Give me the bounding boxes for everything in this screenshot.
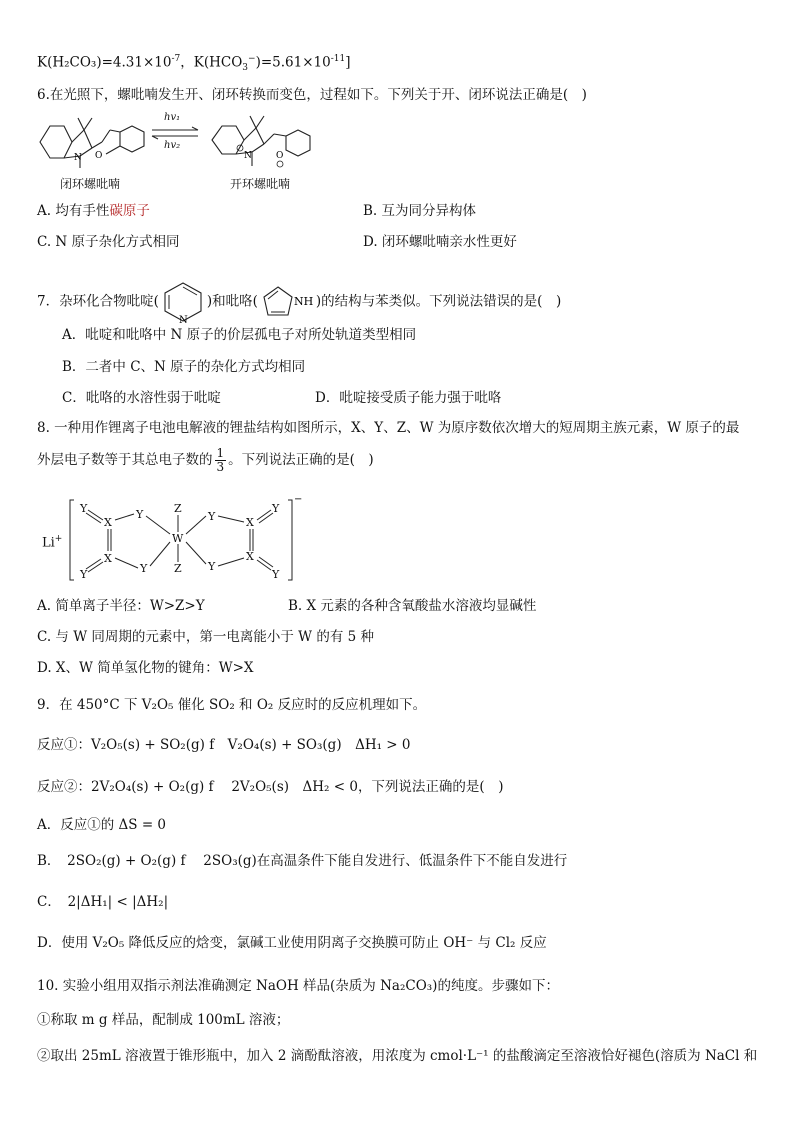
closed-spiropyran-structure: [36, 112, 151, 172]
svg-text:Y: Y: [136, 508, 144, 521]
svg-text:Z: Z: [174, 562, 182, 575]
pyrrole-ring: [258, 283, 316, 321]
anion-charge: −: [294, 494, 303, 505]
top-constants-line: $K(H_2CO_3)=4.31\times 10^{-7}$，$K(HCO_3^-)=5.61\times 10^{-11}$]: [37, 54, 351, 74]
q9-option-a[interactable]: A．反应①的 ΔS = 0: [37, 817, 167, 833]
q9-option-d[interactable]: D．使用 V₂O₅ 降低反应的焓变，氯碱工业使用阴离子交换膜可防止 OH⁻ 与 Cl₂ 反应: [37, 935, 547, 951]
q6-stem: 6.在光照下，螺吡喃发生开、闭环转换而变色，过程如下。下列关于开、闭环说法正确是( ): [37, 87, 587, 103]
svg-text:X: X: [104, 552, 112, 565]
svg-text:Z: Z: [174, 502, 182, 515]
q8-option-d[interactable]: D. X、W 简单氢化物的键角：W>X: [37, 660, 254, 676]
pyridine-ring: [159, 279, 207, 325]
svg-text:Y: Y: [272, 502, 280, 515]
q9-reaction-1: 反应①：V₂O₅(s) + SO₂(g) f V₂O₄(s) + SO₃(g) ΔH₁ > 0: [37, 737, 411, 753]
q10-step-1: ①称取 m g 样品，配制成 100mL 溶液；: [37, 1012, 290, 1028]
q9-stem: 9．在 450°C 下 V₂O₅ 催化 SO₂ 和 O₂ 反应时的反应机理如下。: [37, 697, 427, 713]
q7-option-d[interactable]: D．吡啶接受质子能力强于吡咯: [315, 390, 502, 406]
svg-text:O: O: [276, 151, 284, 161]
hv1-label: hv₁: [164, 112, 181, 123]
svg-text:X: X: [246, 516, 254, 529]
pyridine-n-label: N: [178, 315, 188, 326]
svg-text:Y: Y: [208, 510, 216, 523]
svg-text:Y: Y: [140, 562, 148, 575]
open-spiropyran-structure: [208, 112, 333, 172]
one-third-fraction: $\frac{1}{3}$: [216, 446, 225, 474]
q7-stem: 7．杂环化合物吡啶( N )和吡咯( NH )的结构与苯类似。下列说法错误的是( ): [37, 279, 561, 325]
pyrrole-nh-label: NH: [293, 295, 314, 308]
q10-stem: 10. 实验小组用双指示剂法准确测定 NaOH 样品(杂质为 Na₂CO₃)的纯度。步骤如下：: [37, 978, 559, 994]
svg-text:N: N: [244, 151, 252, 161]
q6-option-d[interactable]: D. 闭环螺吡喃亲水性更好: [363, 234, 517, 250]
open-spiropyran-label: 开环螺吡喃: [230, 177, 291, 191]
q8-option-a[interactable]: A. 简单离子半径：W>Z>Y: [37, 598, 205, 614]
svg-text:Y: Y: [80, 502, 88, 515]
svg-text:X: X: [104, 516, 112, 529]
q7-option-a[interactable]: A．吡啶和吡咯中 N 原子的价层孤电子对所处轨道类型相同: [62, 327, 417, 343]
svg-text:Y: Y: [272, 568, 280, 581]
q6-option-c[interactable]: C. N 原子杂化方式相同: [37, 234, 180, 250]
closed-spiropyran-label: 闭环螺吡喃: [60, 177, 121, 191]
q8-stem-line1: 8. 一种用作锂离子电池电解液的锂盐结构如图所示，X、Y、Z、W 为原序数依次增大的短周期主族元素，W 原子的最: [37, 420, 740, 436]
q8-option-b[interactable]: B. X 元素的各种含氧酸盐水溶液均显碱性: [288, 598, 537, 614]
equilibrium-arrows: [150, 126, 200, 140]
q9-reaction-2: 反应②：2V₂O₄(s) + O₂(g) f 2V₂O₅(s) ΔH₂ < 0，下列说法正确的是( ): [37, 779, 504, 795]
q8-option-c[interactable]: C. 与 W 同周期的元素中，第一电离能小于 W 的有 5 种: [37, 629, 375, 645]
svg-text:W: W: [172, 532, 184, 545]
q6-option-b[interactable]: B. 互为同分异构体: [363, 203, 477, 219]
q7-option-c[interactable]: C．吡咯的水溶性弱于吡啶: [62, 390, 221, 406]
svg-text:O: O: [95, 151, 103, 161]
svg-text:Y: Y: [208, 560, 216, 573]
q9-option-b[interactable]: B． 2SO₂(g) + O₂(g) f 2SO₃(g)在高温条件下能自发进行、低温条件下不能自发进行: [37, 853, 568, 869]
q8-stem-line2: 外层电子数等于其总电子数的 $\frac{1}{3}$ 。下列说法正确的是( ): [37, 446, 374, 474]
svg-text:X: X: [246, 550, 254, 563]
svg-text:N: N: [74, 153, 82, 163]
q7-option-b[interactable]: B．二者中 C、N 原子的杂化方式均相同: [62, 359, 306, 375]
lithium-salt-structure: [66, 494, 306, 584]
q6-option-a[interactable]: A. 均有手性碳原子: [37, 203, 150, 219]
q9-option-c[interactable]: C． 2|ΔH₁| < |ΔH₂|: [37, 894, 169, 910]
lithium-cation: Li+: [42, 534, 63, 551]
svg-text:Y: Y: [80, 568, 88, 581]
q10-step-2: ②取出 25mL 溶液置于锥形瓶中，加入 2 滴酚酞溶液，用浓度为 cmol·L⁻¹ 的盐酸滴定至溶液恰好褪色(溶质为 NaCl 和: [37, 1048, 758, 1064]
hv2-label: hv₂: [164, 140, 181, 151]
